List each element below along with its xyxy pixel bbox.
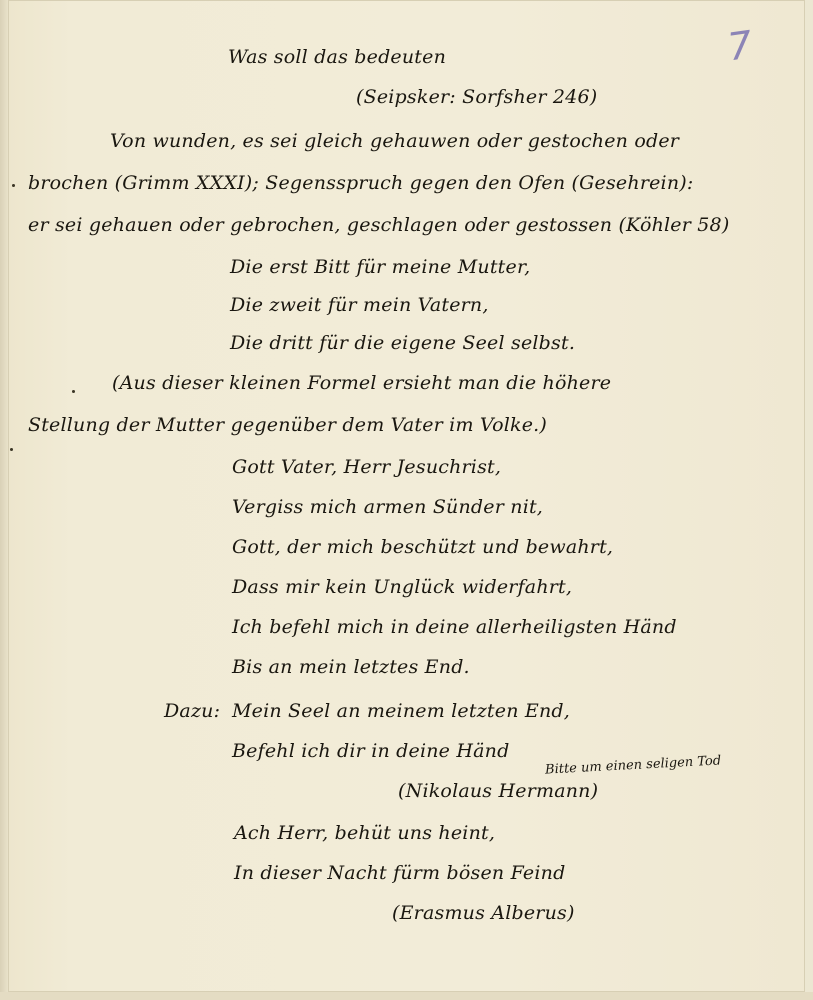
verse-line: Ich befehl mich in deine allerheiligsten Händ <box>232 616 677 638</box>
verse-line: Dass mir kein Unglück widerfahrt, <box>232 576 573 598</box>
source-citation: (Nikolaus Hermann) <box>398 780 599 802</box>
verse-line: Vergiss mich armen Sünder nit, <box>232 496 544 518</box>
paragraph-line: er sei gehauen oder gebrochen, geschlagen oder gestossen (Köhler 58) <box>28 214 730 236</box>
verse-line: Die erst Bitt für meine Mutter, <box>230 256 531 278</box>
verse-line: Gott, der mich beschützt und bewahrt, <box>232 536 614 558</box>
source-annotation: Bitte um einen seligen Tod <box>544 753 722 778</box>
page-bottom-edge <box>0 992 813 1000</box>
page-edge <box>0 0 8 1000</box>
source-citation: (Erasmus Alberus) <box>392 902 575 924</box>
heading: Was soll das bedeuten <box>228 46 447 68</box>
verse-line: In dieser Nacht fürm bösen Feind <box>234 862 566 884</box>
paragraph-line: Von wunden, es sei gleich gehauwen oder gestochen oder <box>110 130 680 152</box>
verse-line: Bis an mein letztes End. <box>232 656 470 678</box>
verse-line: Mein Seel an meinem letzten End, <box>232 700 570 722</box>
page-number: 7 <box>725 22 756 70</box>
verse-line: Die dritt für die eigene Seel selbst. <box>230 332 576 354</box>
comment-line: (Aus dieser kleinen Formel ersieht man die höhere <box>112 372 612 394</box>
verse-line: Ach Herr, behüt uns heint, <box>234 822 496 844</box>
verse-line: Gott Vater, Herr Jesuchrist, <box>232 456 502 478</box>
verse-line: Die zweit für mein Vatern, <box>230 294 489 316</box>
source-citation: (Seipsker: Sorfsher 246) <box>356 86 598 108</box>
comment-line: Stellung der Mutter gegenüber dem Vater im Volke.) <box>28 414 548 436</box>
margin-mark <box>72 390 75 393</box>
margin-mark <box>12 184 15 187</box>
verse-line: Befehl ich dir in deine Händ <box>232 740 510 762</box>
dazu-label: Dazu: <box>164 700 221 722</box>
paragraph-line: brochen (Grimm XXXI); Segensspruch gegen den Ofen (Gesehrein): <box>28 172 694 194</box>
margin-mark <box>10 448 13 451</box>
